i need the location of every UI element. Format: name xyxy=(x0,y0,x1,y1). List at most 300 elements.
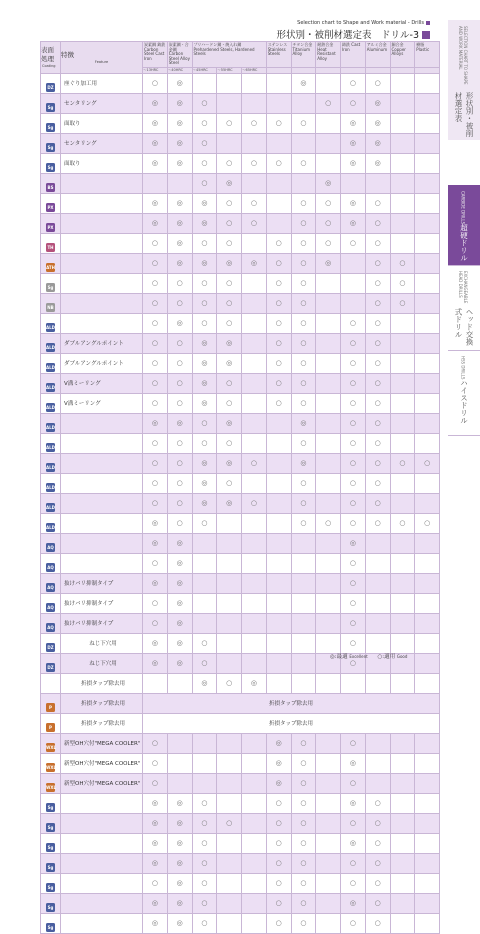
suitability-mark xyxy=(217,913,242,933)
title-marker-icon xyxy=(422,31,430,39)
coating-cell xyxy=(41,193,61,213)
coating-cell xyxy=(41,93,61,113)
coating-badge: PX xyxy=(47,224,54,230)
suitability-mark xyxy=(242,313,267,333)
coating-badge: DZ xyxy=(47,84,54,90)
suitability-mark: ◎ xyxy=(143,833,168,853)
coating-cell xyxy=(41,793,61,813)
table-row xyxy=(41,473,440,493)
coating-badge: ALD xyxy=(46,524,55,530)
suitability-mark xyxy=(390,753,415,773)
suitability-mark: ○ xyxy=(143,613,168,633)
suitability-mark xyxy=(390,633,415,653)
suitability-mark xyxy=(316,673,341,693)
suitability-mark: ○ xyxy=(242,453,267,473)
coating-cell xyxy=(41,213,61,233)
coating-cell xyxy=(41,573,61,593)
coating-cell xyxy=(41,633,61,653)
suitability-mark: ○ xyxy=(143,233,168,253)
coating-badge: Sg xyxy=(47,924,54,930)
feature-cell: 折損タップ除去用 xyxy=(61,673,143,693)
suitability-mark xyxy=(415,613,440,633)
suitability-mark: ○ xyxy=(365,413,390,433)
suitability-mark xyxy=(390,433,415,453)
feature-cell xyxy=(61,813,143,833)
suitability-mark: ◎ xyxy=(167,133,192,153)
suitability-mark: ○ xyxy=(365,73,390,93)
suitability-mark xyxy=(242,853,267,873)
suitability-mark xyxy=(266,133,291,153)
suitability-mark xyxy=(217,733,242,753)
suitability-mark: ○ xyxy=(167,493,192,513)
coating-cell xyxy=(41,593,61,613)
suitability-mark: ○ xyxy=(143,493,168,513)
suitability-mark: ◎ xyxy=(167,853,192,873)
suitability-mark: ○ xyxy=(192,513,217,533)
feature-cell xyxy=(61,533,143,553)
suitability-mark: ◎ xyxy=(217,173,242,193)
table-row xyxy=(41,613,440,633)
suitability-mark xyxy=(291,613,316,633)
header-en: Selection chart to Shape and Work material - Drills xyxy=(297,20,430,26)
tab-selection-chart[interactable]: SELECTION CHART TO SHAPE AND WORK MATERIAL 形状別・被削材選定表 xyxy=(448,20,480,140)
col-header-coating: 表面処理 Coating xyxy=(41,42,61,74)
suitability-mark xyxy=(316,153,341,173)
table-row xyxy=(41,833,440,853)
table-row xyxy=(41,873,440,893)
suitability-mark: ○ xyxy=(192,273,217,293)
suitability-mark: ○ xyxy=(365,833,390,853)
suitability-mark: ○ xyxy=(365,873,390,893)
coating-badge: P xyxy=(46,703,55,712)
feature-cell xyxy=(61,313,143,333)
suitability-mark xyxy=(291,133,316,153)
suitability-mark xyxy=(192,733,217,753)
suitability-mark: ◎ xyxy=(167,793,192,813)
suitability-mark: ○ xyxy=(291,493,316,513)
col-header-material: 銅合金 Copper Alloys xyxy=(390,42,415,68)
suitability-mark xyxy=(390,233,415,253)
suitability-mark xyxy=(242,393,267,413)
suitability-mark xyxy=(390,893,415,913)
coating-badge: Sg xyxy=(47,804,54,810)
coating-cell xyxy=(41,753,61,773)
suitability-mark: ◎ xyxy=(266,733,291,753)
suitability-mark xyxy=(266,633,291,653)
coating-cell xyxy=(41,833,61,853)
suitability-mark: ◎ xyxy=(167,413,192,433)
suitability-mark: ○ xyxy=(341,73,366,93)
suitability-mark: ○ xyxy=(341,453,366,473)
suitability-mark xyxy=(266,513,291,533)
suitability-mark xyxy=(365,573,390,593)
suitability-mark: ◎ xyxy=(143,893,168,913)
suitability-mark: ○ xyxy=(390,273,415,293)
table-row xyxy=(41,393,440,413)
suitability-mark: ○ xyxy=(365,813,390,833)
hardness-header: 〜40HRC xyxy=(167,67,192,73)
suitability-mark xyxy=(217,833,242,853)
suitability-mark: ○ xyxy=(365,453,390,473)
feature-cell: 新型OH穴付"MEGA COOLER" xyxy=(61,733,143,753)
suitability-mark xyxy=(316,533,341,553)
suitability-mark xyxy=(291,173,316,193)
suitability-mark: ◎ xyxy=(143,573,168,593)
coating-cell xyxy=(41,853,61,873)
suitability-mark xyxy=(390,193,415,213)
suitability-mark xyxy=(242,273,267,293)
suitability-mark xyxy=(242,873,267,893)
coating-badge: ALD xyxy=(46,464,55,470)
tab-hss-drills[interactable]: HSS DRILLS ハイスドリル xyxy=(459,356,469,425)
suitability-mark: ○ xyxy=(192,413,217,433)
suitability-mark: ○ xyxy=(365,233,390,253)
suitability-mark: ◎ xyxy=(167,813,192,833)
coating-cell xyxy=(41,73,61,93)
suitability-mark xyxy=(415,473,440,493)
table-row xyxy=(41,453,440,473)
suitability-mark xyxy=(217,893,242,913)
suitability-mark: ○ xyxy=(365,393,390,413)
suitability-mark xyxy=(341,253,366,273)
suitability-mark: ○ xyxy=(365,193,390,213)
suitability-mark: ○ xyxy=(291,773,316,793)
table-row xyxy=(41,173,440,193)
table-row xyxy=(41,153,440,173)
feature-cell: 面取り xyxy=(61,153,143,173)
suitability-mark: ○ xyxy=(291,433,316,453)
suitability-mark xyxy=(390,793,415,813)
suitability-mark: ◎ xyxy=(143,213,168,233)
suitability-mark xyxy=(390,493,415,513)
suitability-mark xyxy=(167,173,192,193)
suitability-mark xyxy=(390,913,415,933)
suitability-mark: ○ xyxy=(390,293,415,313)
suitability-mark xyxy=(266,553,291,573)
suitability-mark: ◎ xyxy=(143,533,168,553)
suitability-mark xyxy=(415,753,440,773)
suitability-mark xyxy=(390,113,415,133)
suitability-mark xyxy=(242,173,267,193)
page-title: 形状別・被削材選定表 ドリル-3 xyxy=(277,27,430,41)
suitability-mark xyxy=(390,673,415,693)
suitability-mark: ○ xyxy=(341,773,366,793)
suitability-mark: ◎ xyxy=(341,833,366,853)
suitability-mark: ○ xyxy=(143,293,168,313)
suitability-mark: ◎ xyxy=(143,913,168,933)
col-header-material: 耐熱合金 Heat Resistant Alloy xyxy=(316,42,341,68)
table-row xyxy=(41,133,440,153)
suitability-mark: ○ xyxy=(192,653,217,673)
col-header-material: 鋳鉄 Cast Iron xyxy=(341,42,366,68)
suitability-mark: ○ xyxy=(242,493,267,513)
suitability-mark xyxy=(242,473,267,493)
divider xyxy=(448,435,480,436)
coating-badge: Sg xyxy=(47,124,54,130)
suitability-mark: ◎ xyxy=(167,893,192,913)
suitability-mark: ◎ xyxy=(143,93,168,113)
suitability-mark: ○ xyxy=(143,313,168,333)
table-row xyxy=(41,673,440,693)
table-row xyxy=(41,433,440,453)
suitability-mark xyxy=(415,93,440,113)
suitability-mark xyxy=(390,133,415,153)
suitability-mark: ○ xyxy=(217,213,242,233)
coating-cell xyxy=(41,353,61,373)
suitability-mark: ◎ xyxy=(341,133,366,153)
legend-good: ○:適用 xyxy=(377,654,396,660)
suitability-mark: ◎ xyxy=(341,213,366,233)
suitability-mark xyxy=(217,133,242,153)
suitability-mark: ◎ xyxy=(341,533,366,553)
table-row xyxy=(41,533,440,553)
suitability-mark: ○ xyxy=(365,793,390,813)
suitability-mark xyxy=(415,813,440,833)
suitability-mark xyxy=(415,193,440,213)
suitability-mark xyxy=(316,593,341,613)
table-row xyxy=(41,633,440,653)
feature-cell xyxy=(61,413,143,433)
suitability-mark xyxy=(390,873,415,893)
suitability-mark xyxy=(415,633,440,653)
feature-cell: 新型OH穴付"MEGA COOLER" xyxy=(61,773,143,793)
suitability-mark xyxy=(266,673,291,693)
suitability-mark: ○ xyxy=(266,253,291,273)
suitability-mark: ○ xyxy=(143,73,168,93)
suitability-mark: ○ xyxy=(365,353,390,373)
coating-cell xyxy=(41,693,61,713)
suitability-mark: ○ xyxy=(192,853,217,873)
suitability-mark: ○ xyxy=(316,93,341,113)
coating-cell xyxy=(41,873,61,893)
suitability-mark xyxy=(316,333,341,353)
suitability-mark xyxy=(415,653,440,673)
suitability-mark: ○ xyxy=(266,273,291,293)
coating-badge: AQ xyxy=(47,584,54,590)
suitability-mark xyxy=(217,73,242,93)
suitability-mark: ○ xyxy=(415,513,440,533)
coating-badge: ALD xyxy=(46,364,55,370)
suitability-mark xyxy=(415,433,440,453)
suitability-mark: ◎ xyxy=(192,333,217,353)
suitability-mark: ○ xyxy=(217,373,242,393)
suitability-mark: ○ xyxy=(291,813,316,833)
col-header-material: チタン合金 Titanium Alloy xyxy=(291,42,316,68)
suitability-mark xyxy=(266,473,291,493)
suitability-mark: ○ xyxy=(167,453,192,473)
suitability-mark: ○ xyxy=(341,473,366,493)
suitability-mark xyxy=(415,673,440,693)
suitability-mark: ○ xyxy=(217,393,242,413)
coating-badge: DZ xyxy=(47,664,54,670)
tab-exchangeable-head-drills[interactable]: EXCHANGEABLE HEAD DRILLS ヘッド交換式ドリル xyxy=(454,271,474,346)
selection-chart xyxy=(40,41,440,934)
suitability-mark: ○ xyxy=(192,793,217,813)
suitability-mark: ○ xyxy=(266,293,291,313)
suitability-mark: ○ xyxy=(167,333,192,353)
suitability-mark xyxy=(266,453,291,473)
suitability-mark xyxy=(242,653,267,673)
suitability-mark xyxy=(316,873,341,893)
suitability-mark xyxy=(316,613,341,633)
suitability-mark: ◎ xyxy=(143,513,168,533)
suitability-mark xyxy=(266,593,291,613)
feature-cell: 折損タップ除去用 xyxy=(61,693,143,713)
suitability-mark: ○ xyxy=(341,573,366,593)
suitability-mark: ◎ xyxy=(143,153,168,173)
suitability-mark: ○ xyxy=(266,113,291,133)
suitability-mark xyxy=(415,113,440,133)
suitability-mark xyxy=(390,213,415,233)
suitability-mark xyxy=(415,373,440,393)
suitability-mark xyxy=(365,613,390,633)
suitability-mark: ○ xyxy=(341,853,366,873)
suitability-mark: ○ xyxy=(266,313,291,333)
suitability-mark: ○ xyxy=(341,513,366,533)
suitability-mark: ◎ xyxy=(192,353,217,373)
suitability-mark: ○ xyxy=(217,433,242,453)
suitability-mark xyxy=(217,613,242,633)
suitability-mark: ◎ xyxy=(192,193,217,213)
suitability-mark xyxy=(192,593,217,613)
suitability-mark: ○ xyxy=(167,473,192,493)
suitability-mark: ○ xyxy=(341,373,366,393)
coating-cell xyxy=(41,293,61,313)
suitability-mark: ◎ xyxy=(167,873,192,893)
suitability-mark xyxy=(192,73,217,93)
suitability-mark xyxy=(390,73,415,93)
suitability-mark xyxy=(415,273,440,293)
hardness-header: 〜65HRC xyxy=(242,67,267,73)
suitability-mark: ◎ xyxy=(167,533,192,553)
suitability-mark: ◎ xyxy=(143,653,168,673)
feature-cell xyxy=(61,233,143,253)
coating-badge: Sg xyxy=(47,884,54,890)
suitability-mark: ○ xyxy=(266,233,291,253)
feature-cell xyxy=(61,433,143,453)
coating-badge: ALD xyxy=(46,344,55,350)
suitability-mark xyxy=(415,533,440,553)
coating-badge: ALD xyxy=(46,504,55,510)
tab-carbide-drills[interactable]: CARBIDE DRILLS 超硬ドリル xyxy=(448,185,480,265)
suitability-mark xyxy=(192,773,217,793)
suitability-mark xyxy=(415,353,440,373)
table-row xyxy=(41,193,440,213)
suitability-mark xyxy=(242,793,267,813)
suitability-mark xyxy=(217,793,242,813)
suitability-mark: ◎ xyxy=(167,253,192,273)
suitability-mark: ○ xyxy=(192,313,217,333)
suitability-mark xyxy=(266,493,291,513)
suitability-mark xyxy=(415,873,440,893)
suitability-mark: ○ xyxy=(266,873,291,893)
section-sidebar xyxy=(448,0,480,677)
suitability-mark: ◎ xyxy=(341,793,366,813)
table-row xyxy=(41,593,440,613)
suitability-mark: ○ xyxy=(291,833,316,853)
coating-badge xyxy=(46,680,55,689)
table-row xyxy=(41,773,440,793)
suitability-mark: ○ xyxy=(143,333,168,353)
suitability-mark xyxy=(266,213,291,233)
feature-cell xyxy=(61,553,143,573)
coating-cell xyxy=(41,253,61,273)
suitability-mark: ◎ xyxy=(167,613,192,633)
suitability-mark xyxy=(266,173,291,193)
table-row xyxy=(41,493,440,513)
suitability-mark: ○ xyxy=(365,253,390,273)
coating-badge: BS xyxy=(47,184,54,190)
suitability-mark: ○ xyxy=(341,413,366,433)
note-cell: 折損タップ除去用 xyxy=(143,693,440,713)
feature-cell xyxy=(61,453,143,473)
suitability-mark: ○ xyxy=(316,193,341,213)
suitability-mark: ◎ xyxy=(291,413,316,433)
suitability-mark: ○ xyxy=(390,453,415,473)
suitability-mark xyxy=(143,673,168,693)
suitability-mark xyxy=(316,633,341,653)
suitability-mark xyxy=(291,653,316,673)
suitability-mark xyxy=(217,773,242,793)
suitability-mark: ◎ xyxy=(167,193,192,213)
col-header-material: ステンレス Stainless Steels xyxy=(266,42,291,68)
suitability-mark: ○ xyxy=(167,353,192,373)
suitability-mark xyxy=(415,833,440,853)
feature-cell xyxy=(61,193,143,213)
table-row xyxy=(41,353,440,373)
suitability-mark xyxy=(167,673,192,693)
suitability-mark: ○ xyxy=(192,913,217,933)
coating-cell xyxy=(41,773,61,793)
suitability-mark xyxy=(266,433,291,453)
suitability-mark: ○ xyxy=(266,393,291,413)
suitability-mark xyxy=(390,733,415,753)
suitability-mark xyxy=(341,673,366,693)
suitability-mark: ○ xyxy=(266,373,291,393)
suitability-mark xyxy=(217,653,242,673)
suitability-mark xyxy=(143,173,168,193)
suitability-mark: ◎ xyxy=(217,413,242,433)
suitability-mark: ○ xyxy=(291,293,316,313)
feature-cell xyxy=(61,273,143,293)
feature-cell: 抜けバリ抑制タイプ xyxy=(61,613,143,633)
suitability-mark: ◎ xyxy=(316,253,341,273)
suitability-mark xyxy=(316,273,341,293)
suitability-mark: ◎ xyxy=(291,73,316,93)
suitability-mark: ○ xyxy=(192,873,217,893)
suitability-mark: ○ xyxy=(365,473,390,493)
suitability-mark: ○ xyxy=(365,913,390,933)
suitability-mark xyxy=(365,173,390,193)
coating-badge: ALD xyxy=(46,444,55,450)
feature-cell: ねじ下穴用 xyxy=(61,653,143,673)
suitability-mark xyxy=(316,733,341,753)
suitability-mark xyxy=(316,373,341,393)
suitability-mark xyxy=(390,93,415,113)
suitability-mark xyxy=(390,813,415,833)
feature-cell xyxy=(61,253,143,273)
suitability-mark: ○ xyxy=(415,453,440,473)
feature-cell: 抜けバリ抑制タイプ xyxy=(61,593,143,613)
suitability-mark xyxy=(217,873,242,893)
suitability-mark: ○ xyxy=(192,233,217,253)
suitability-mark xyxy=(217,553,242,573)
coating-badge: AQ xyxy=(47,624,54,630)
suitability-mark: ○ xyxy=(192,633,217,653)
suitability-mark: ◎ xyxy=(217,453,242,473)
suitability-mark: ◎ xyxy=(365,93,390,113)
feature-cell: V溝ミーリング xyxy=(61,373,143,393)
